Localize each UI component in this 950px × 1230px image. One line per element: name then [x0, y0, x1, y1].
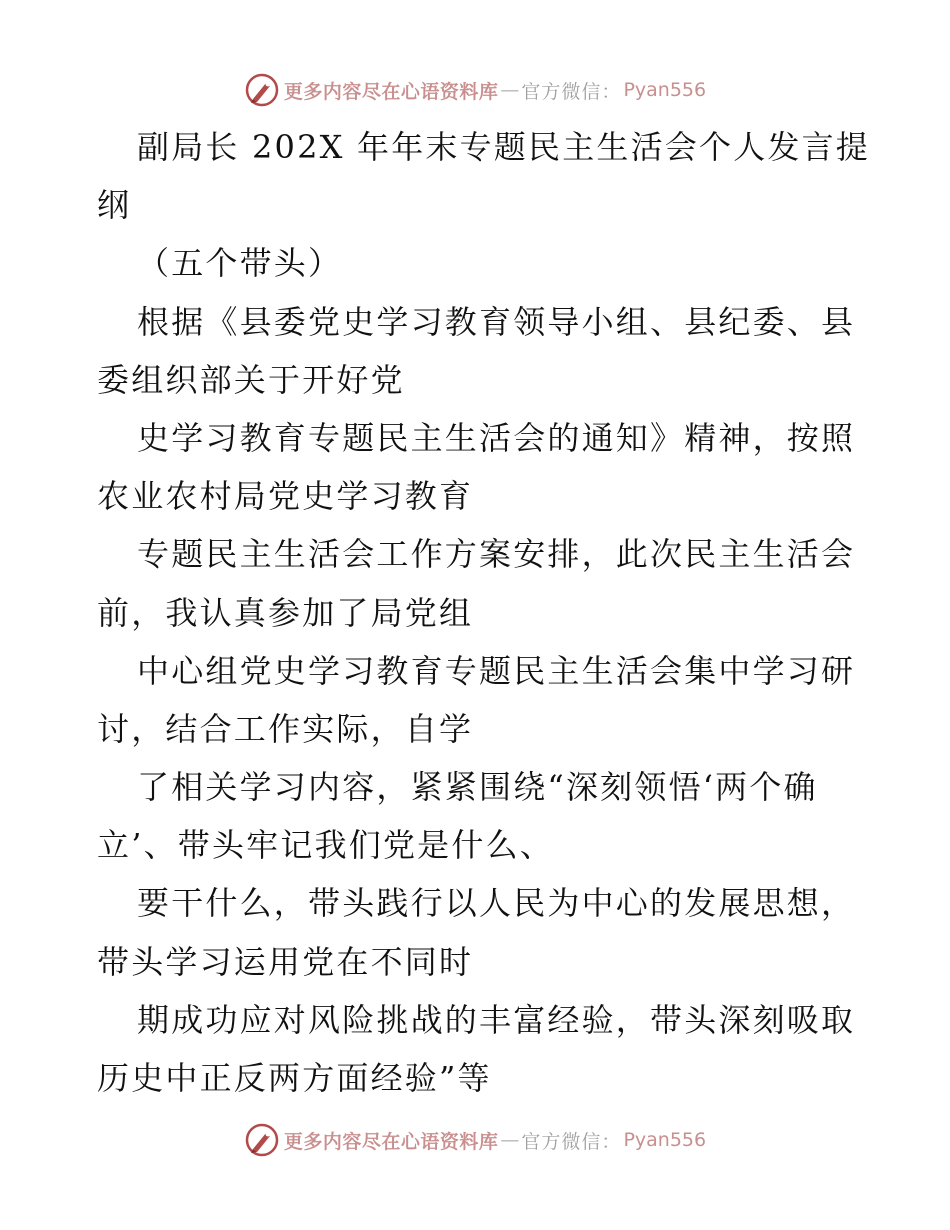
- watermark-wechat-id: Pyan556: [623, 1129, 707, 1151]
- watermark-separator: —: [500, 79, 520, 101]
- document-line: 了相关学习内容，紧紧围绕“深刻领悟‘两个确: [137, 768, 818, 807]
- document-line: 史学习教育专题民主生活会的通知》精神，按照: [137, 418, 856, 457]
- watermark-header: [0, 68, 950, 112]
- document-line: 前，我认真参加了局党组: [97, 593, 474, 632]
- document-line: 带头学习运用党在不同时: [97, 942, 474, 981]
- document-line: 讨，结合工作实际，自学: [97, 709, 474, 748]
- watermark-label: 官方微信：: [521, 1130, 622, 1153]
- document-line: 立’、带头牢记我们党是什么、: [97, 826, 554, 865]
- watermark-wechat-id: Pyan556: [623, 79, 707, 101]
- document-line: 期成功应对风险挑战的丰富经验，带头深刻吸取: [137, 1000, 856, 1039]
- document-line: （五个带头）: [137, 244, 343, 283]
- watermark-label: 官方微信：: [521, 80, 622, 103]
- document-line: 纲: [97, 186, 132, 225]
- watermark-footer: [0, 1118, 950, 1162]
- document-line: 历史中正反两方面经验”等: [97, 1059, 492, 1097]
- document-line: 根据《县委党史学习教育领导小组、县纪委、县: [137, 302, 856, 341]
- watermark-main-text: 更多内容尽在心语资料库: [283, 1130, 499, 1153]
- document-line: 农业农村局党史学习教育: [97, 477, 474, 516]
- document-line: 副局长 202X 年年末专题民主生活会个人发言提: [137, 128, 871, 166]
- document-line: 中心组党史学习教育专题民主生活会集中学习研: [137, 651, 856, 690]
- pen-circle-logo-icon: [244, 1122, 280, 1158]
- watermark-main-text: 更多内容尽在心语资料库: [283, 80, 499, 103]
- pen-circle-logo-icon: [244, 72, 280, 108]
- document-line: 要干什么，带头践行以人民为中心的发展思想，: [137, 884, 856, 923]
- document-body: [97, 118, 871, 1107]
- document-line: 专题民主生活会工作方案安排，此次民主生活会: [137, 535, 856, 574]
- watermark-separator: —: [500, 1129, 520, 1151]
- document-line: 委组织部关于开好党: [97, 360, 405, 399]
